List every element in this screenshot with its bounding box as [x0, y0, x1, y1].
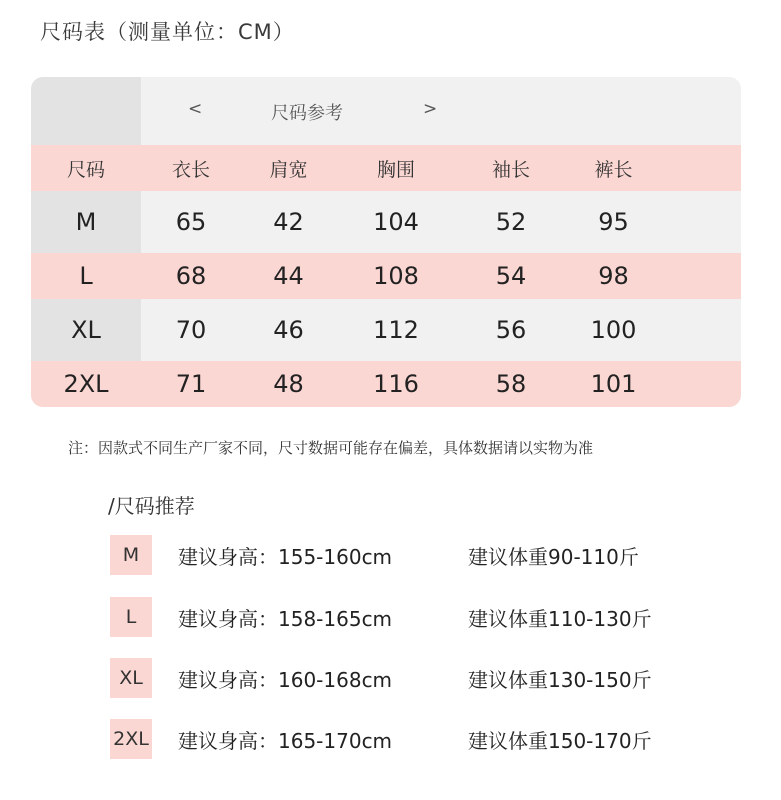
cell-length: 68: [175, 262, 207, 290]
size-reference-label: 尺码参考: [271, 103, 343, 124]
recommend-weight: 建议体重110-130斤: [468, 607, 652, 631]
cell-shoulder: 48: [273, 370, 304, 398]
cell-chest: 112: [373, 316, 419, 344]
cell-chest: 108: [373, 262, 419, 290]
recommend-weight: 建议体重130-150斤: [468, 668, 652, 692]
size-table-card: [31, 77, 741, 407]
cell-size: L: [79, 262, 93, 290]
cell-shoulder: 42: [273, 208, 304, 236]
table-row: [31, 361, 741, 407]
table-row: [31, 253, 741, 299]
recommend-title: /尺码推荐: [108, 494, 195, 518]
header-chest: 胸围: [376, 158, 415, 181]
size-badge: 2XL: [110, 719, 152, 759]
recommend-weight: 建议体重150-170斤: [468, 729, 652, 753]
cell-sleeve: 54: [495, 262, 527, 290]
page-title: 尺码表（测量单位：CM）: [40, 20, 295, 44]
nav-corner: [31, 77, 141, 145]
nav-area: [141, 77, 741, 145]
size-badge: L: [110, 597, 152, 637]
cell-size: M: [75, 208, 97, 236]
recommend-row: [0, 719, 781, 759]
size-badge: M: [110, 535, 152, 575]
cell-chest: 116: [373, 370, 419, 398]
cell-sleeve: 52: [495, 208, 527, 236]
cell-pants: 95: [598, 208, 629, 236]
table-header-row: [31, 145, 741, 191]
recommend-row: [0, 535, 781, 575]
recommend-height: 建议身高：160-168cm: [178, 668, 393, 692]
recommend-height: 建议身高：165-170cm: [178, 729, 393, 753]
cell-length: 70: [175, 316, 207, 344]
cell-shoulder: 44: [273, 262, 304, 290]
table-row: [31, 191, 741, 253]
recommend-row: [0, 658, 781, 698]
cell-chest: 104: [373, 208, 419, 236]
recommend-weight: 建议体重90-110斤: [468, 545, 639, 569]
cell-size: 2XL: [63, 370, 109, 398]
table-row: [31, 299, 741, 361]
recommend-height: 建议身高：155-160cm: [178, 545, 393, 569]
header-pants: 裤长: [594, 158, 633, 181]
cell-sleeve: 58: [495, 370, 527, 398]
header-sleeve: 袖长: [491, 158, 530, 181]
cell-shoulder: 46: [273, 316, 304, 344]
cell-sleeve: 56: [495, 316, 527, 344]
cell-length: 65: [175, 208, 207, 236]
cell-pants: 101: [590, 370, 637, 398]
size-badge: XL: [110, 658, 152, 698]
cell-pants: 100: [590, 316, 637, 344]
prev-arrow-icon[interactable]: <: [188, 99, 203, 119]
cell-length: 71: [175, 370, 207, 398]
recommend-height: 建议身高：158-165cm: [178, 607, 393, 631]
recommend-row: [0, 597, 781, 637]
cell-size: XL: [71, 316, 101, 344]
disclaimer-note: 注：因款式不同生产厂家不同，尺寸数据可能存在偏差，具体数据请以实物为准: [68, 439, 594, 457]
cell-pants: 98: [598, 262, 629, 290]
header-shoulder: 肩宽: [269, 158, 308, 181]
header-size: 尺码: [66, 158, 105, 181]
header-length: 衣长: [171, 158, 210, 181]
next-arrow-icon[interactable]: >: [423, 99, 438, 119]
size-reference-nav: [31, 77, 741, 145]
